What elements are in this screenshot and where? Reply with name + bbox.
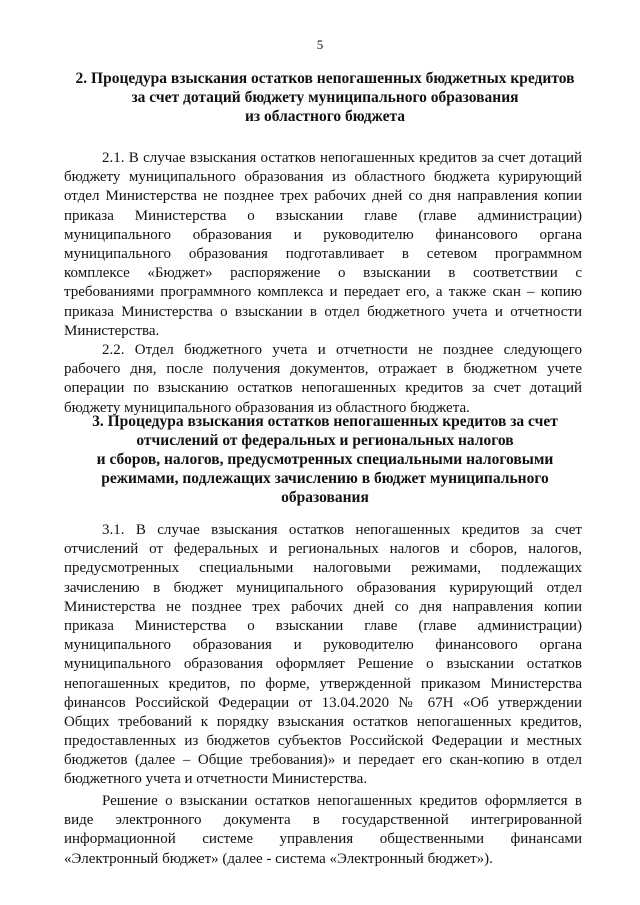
- paragraph-2-2: [64, 341, 582, 418]
- heading-line: 3. Процедура взыскания остатков непогашенных кредитов за счет: [92, 413, 558, 430]
- text-line: Решение о взыскании остатков непогашенных кредитов оформляется в: [102, 793, 582, 809]
- text-line: «Электронный бюджет» (далее - система «Электронный бюджет»).: [64, 850, 493, 867]
- text-line: 2.2. Отдел бюджетного учета и отчетности не позднее следующего: [102, 342, 582, 358]
- text-line: 2.1. В случае взыскания остатков непогашенных кредитов за счет дотаций: [102, 150, 582, 166]
- text-line: бюджету муниципального образования из областного бюджета курирующий: [64, 169, 582, 186]
- text-line: муниципального образования оформляет Решение о взыскании остатков: [64, 656, 582, 673]
- section-3-heading: [70, 412, 580, 507]
- heading-line: режимами, подлежащих зачислению в бюджет муниципального: [101, 470, 549, 487]
- text-line: зачислению в бюджет муниципального образования курирующий отдел: [64, 579, 582, 596]
- text-line: предусмотренных специальными налоговыми режимами, подлежащих: [64, 560, 582, 577]
- heading-line: и сборов, налогов, предусмотренных специальными налоговыми: [96, 451, 554, 468]
- text-line: бюджетов (далее – Общие требования)» и передает его скан-копию в отдел: [64, 752, 582, 769]
- text-line: отдел Министерства не позднее трех рабочих дней со дня направления копии: [64, 188, 582, 205]
- heading-line: за счет дотаций бюджету муниципального образования: [131, 89, 519, 106]
- paragraph-3-1: [64, 521, 582, 790]
- text-line: требованиями программного комплекса и передает его, а также скан – копию: [64, 284, 582, 301]
- text-line: финансов Российской Федерации от 13.04.2020 № 67Н «Об утверждении: [64, 694, 582, 711]
- text-line: приказа Министерства о взыскании в отдел бюджетного учета и отчетности: [64, 303, 582, 320]
- text-line: Общих требований к порядку взыскания остатков непогашенных кредитов,: [64, 713, 582, 730]
- paragraph-3-1-continuation: [64, 792, 582, 869]
- text-line: бюджету муниципального образования из областного бюджета.: [64, 399, 470, 416]
- section-2-heading: [70, 69, 580, 126]
- text-line: приказа Министерства о взыскании главе (главе администрации): [64, 617, 582, 634]
- text-line: операции по взысканию остатков непогашенных кредитов за счет дотаций: [64, 380, 582, 397]
- text-line: приказа Министерства о взыскании главе (главе администрации): [64, 207, 582, 224]
- text-line: 3.1. В случае взыскания остатков непогашенных кредитов за счет: [102, 522, 582, 538]
- text-line: непогашенных кредитов, по форме, утвержденной приказом Министерства: [64, 675, 582, 692]
- text-line: муниципального образования и руководителю финансового органа: [64, 637, 582, 654]
- paragraph-2-1: [64, 149, 582, 341]
- text-line: информационной системе управления общественными финансами: [64, 831, 582, 848]
- text-line: муниципального образования подготавливает в сетевом программном: [64, 245, 582, 262]
- text-line: муниципального образования и руководителю финансового органа: [64, 226, 582, 243]
- text-line: Министерства не позднее трех рабочих дней со дня направления копии: [64, 598, 582, 615]
- text-line: рабочего дня, после получения документов, отражает в бюджетном учете: [64, 361, 582, 378]
- text-line: бюджетного учета и отчетности Министерства.: [64, 771, 368, 788]
- heading-line: из областного бюджета: [244, 108, 406, 125]
- text-line: Министерства.: [64, 322, 160, 339]
- heading-line: 2. Процедура взыскания остатков непогашенных бюджетных кредитов: [75, 70, 575, 87]
- text-line: предоставленных из бюджетов субъектов Российской Федерации и местных: [64, 733, 582, 750]
- heading-line: образования: [281, 489, 369, 506]
- heading-line: отчислений от федеральных и региональных налогов: [136, 432, 514, 449]
- page-number: 5: [316, 37, 324, 52]
- text-line: комплексе «Бюджет» распоряжение о взыскании в соответствии с: [64, 265, 582, 282]
- text-line: отчислений от федеральных и региональных налогов и сборов, налогов,: [64, 541, 582, 558]
- text-line: виде электронного документа в государственной интегрированной: [64, 812, 582, 829]
